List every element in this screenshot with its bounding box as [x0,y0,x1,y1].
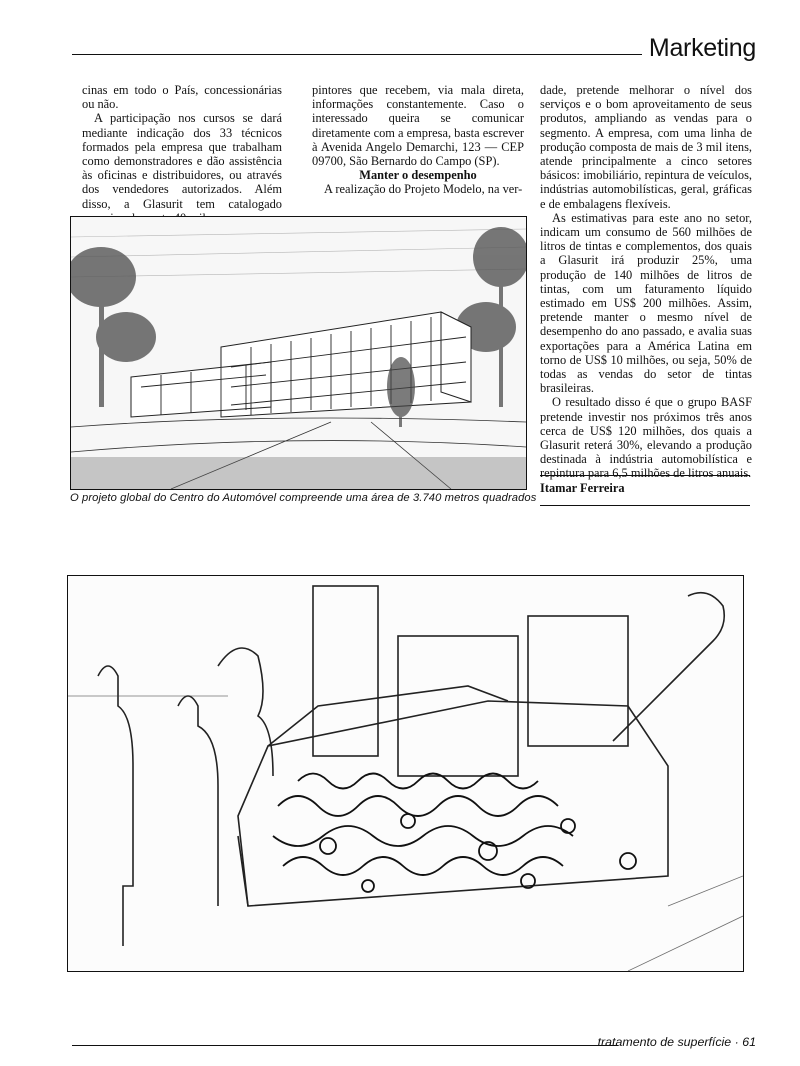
paragraph: A realização do Projeto Modelo, na ver- [324,182,523,197]
paragraph: A participação nos cursos se dará mediante indicação dos 33 técnicos formados pela empresa que trabalham como demonstradores e dão assistência às oficinas e distribuidores, ou através dos vendedores autorizados. Além disso, a Glasurit tem catalogado [82,111,282,211]
paragraph: As estimativas para este ano no setor, indicam um consumo de 560 milhões de litros de tintas e complementos, dos quais a Glasurit irá produzir 25%, uma produção de 140 milhões de litros de tintas, com um faturamento líquido estimado em US$ 200 milhões. Assim, pretende manter o mesmo nível de desempenho do ano passado, e avalia suas exportações para a América Latina em torno de US$ 10 milhões, ou seja, 50% de todas as vendas do setor de tintas brasileiras. [540,210,752,396]
paragraph: dade, pretende melhorar o nível dos serviços e o bom aproveitamento de seus produtos, ampliando as vendas para o segmento. A empresa, com uma linha de produção composta de mais de 3 mil itens, atende principalmente a cinco setores básicos: imobiliário, repintura de veículos, indústrias automobilísticas, geral, gráficas e de embalagens flexíveis. [540,83,752,211]
building-illustration [70,216,527,490]
building-sketch-svg [71,217,526,489]
footer-rule [72,1045,618,1046]
byline-rule [540,505,750,506]
subheading: Manter o desempenho [359,168,477,183]
paragraph: cinas em todo o País, concessionárias ou não. [82,83,282,112]
header-rule [72,54,642,55]
byline: Itamar Ferreira [540,481,625,495]
car-artwork-svg [68,576,743,971]
text-column-1 [82,83,282,225]
paragraph: O resultado disso é que o grupo BASF pretende investir nos próximos três anos cerca de US$ 120 milhões, dos quais a Glasurit reterá 30%, elevando a produção destinada à indústria automobilística e repintura para 6,5 milhões de litros anuais. [540,395,752,481]
page-footer: tratamento de superfície · 61 [597,1035,756,1049]
car-artwork-photo [67,575,744,972]
paragraph: pintores que recebem, via mala direta, informações constantemente. Caso o interessado queira se comunicar diretamente com a empresa, basta escrever à Avenida Angelo Demarchi, 123 — CEP 09700, São Bernardo do Campo (SP). [312,83,524,169]
photo-caption: O projeto global do Centro do Automóvel compreende uma área de 3.740 metros quadrados [70,492,537,504]
text-column-2 [312,83,524,197]
byline-rule [540,475,750,476]
text-column-3 [540,83,752,481]
section-title: Marketing [648,34,756,62]
